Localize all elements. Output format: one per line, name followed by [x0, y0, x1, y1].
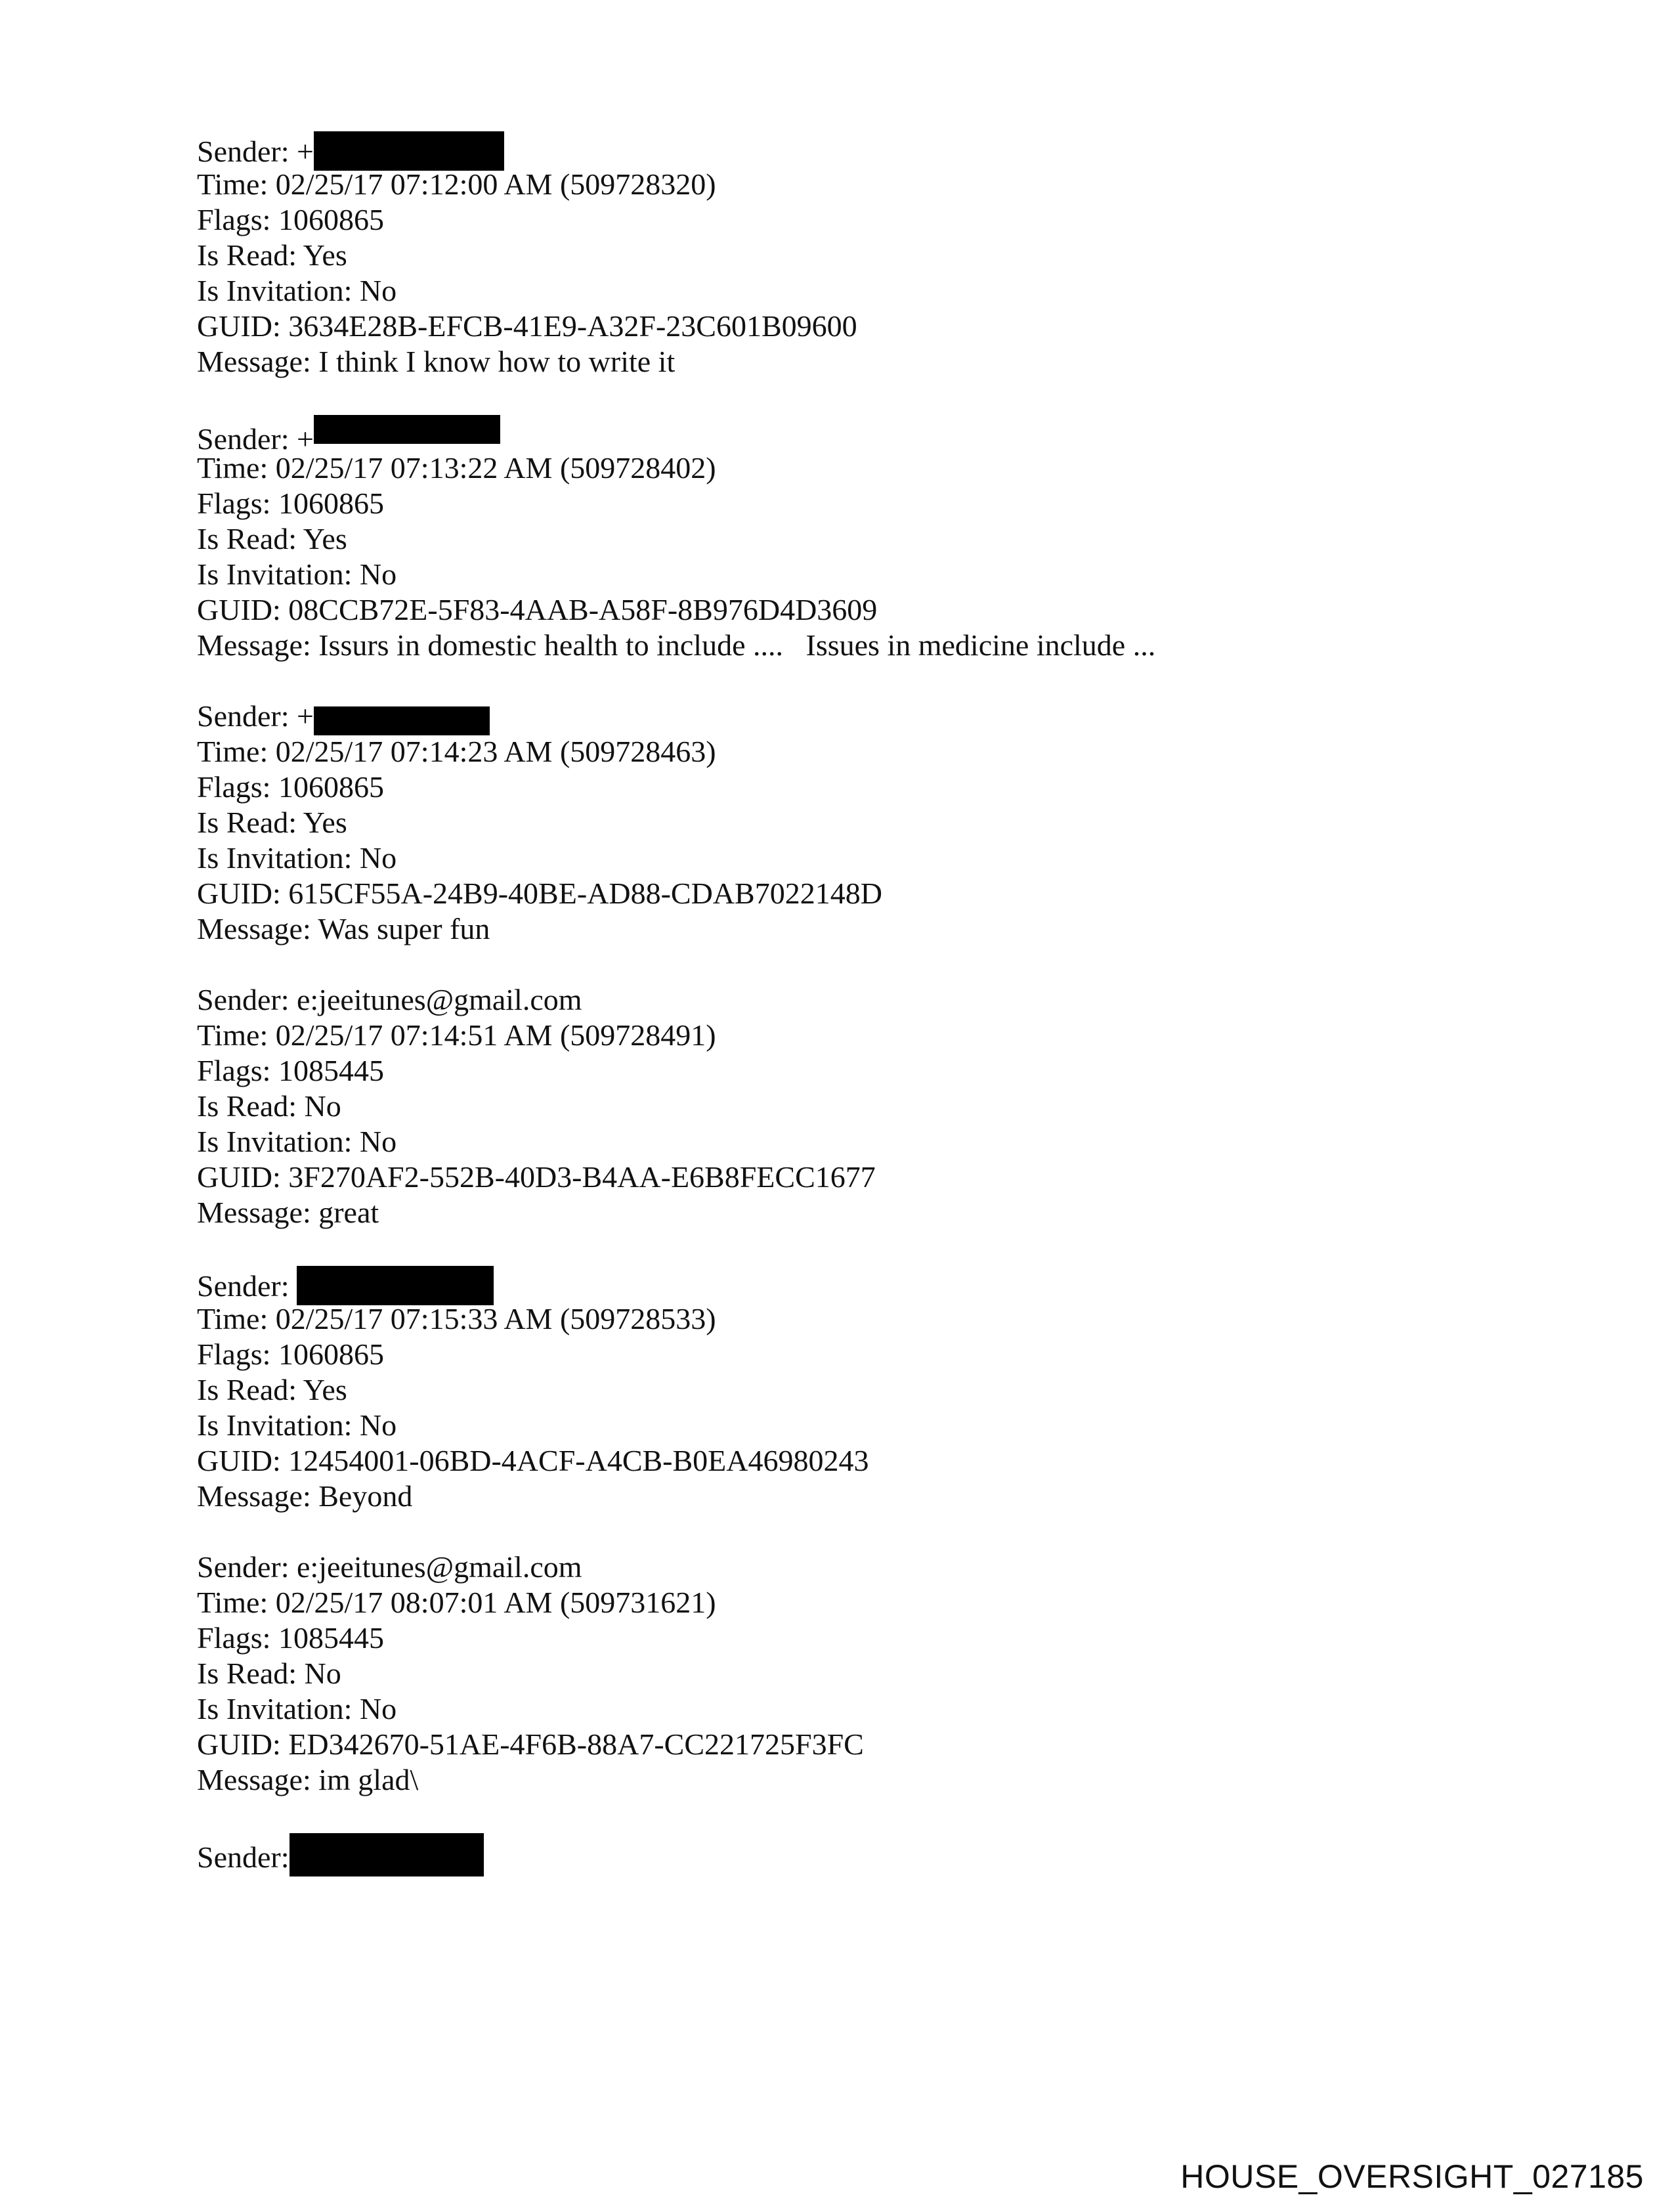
is-invitation-line: Is Invitation: No	[197, 1408, 397, 1442]
sender-label: Sender:	[197, 1269, 297, 1303]
sender-line	[197, 1833, 1510, 1874]
flags-line: Flags: 1085445	[197, 1621, 384, 1655]
guid-line: GUID: 12454001-06BD-4ACF-A4CB-B0EA46980243	[197, 1444, 869, 1477]
sender-line	[197, 699, 1510, 734]
flags-line: Flags: 1060865	[197, 203, 384, 236]
is-invitation-line: Is Invitation: No	[197, 274, 397, 307]
sender-label: Sender: +	[197, 135, 314, 168]
message-record	[197, 1266, 1510, 1514]
guid-line: GUID: ED342670-51AE-4F6B-88A7-CC221725F3FC	[197, 1727, 864, 1761]
is-invitation-line: Is Invitation: No	[197, 841, 397, 875]
guid-line: GUID: 08CCB72E-5F83-4AAB-A58F-8B976D4D3609	[197, 593, 878, 626]
is-invitation-line: Is Invitation: No	[197, 1692, 397, 1725]
sender-line	[197, 982, 1510, 1018]
message-record-partial	[197, 1833, 1510, 1874]
time-line: Time: 02/25/17 07:14:23 AM (509728463)	[197, 735, 716, 768]
sender-label: Sender:	[197, 1550, 297, 1584]
is-read-line: Is Read: Yes	[197, 522, 347, 555]
message-record	[197, 1550, 1510, 1798]
redaction-block	[314, 706, 490, 735]
message-record	[197, 699, 1510, 947]
message-line: Message: Beyond	[197, 1479, 413, 1513]
time-line: Time: 02/25/17 07:15:33 AM (509728533)	[197, 1302, 716, 1335]
redaction-block	[297, 1266, 494, 1305]
message-record	[197, 131, 1510, 380]
message-line: Message: im glad\	[197, 1763, 419, 1796]
sender-label: Sender: +	[197, 422, 314, 456]
time-line: Time: 02/25/17 08:07:01 AM (509731621)	[197, 1586, 716, 1619]
sender-line	[197, 131, 1510, 167]
message-record	[197, 415, 1510, 663]
is-read-line: Is Read: Yes	[197, 238, 347, 272]
message-line: Message: I think I know how to write it	[197, 345, 676, 378]
sender-line	[197, 1266, 1510, 1301]
sender-line	[197, 1550, 1510, 1585]
is-read-line: Is Read: Yes	[197, 1373, 347, 1406]
redaction-block	[314, 415, 500, 444]
flags-line: Flags: 1060865	[197, 770, 384, 804]
is-read-line: Is Read: No	[197, 1089, 341, 1123]
redaction-block	[314, 131, 504, 171]
message-line: Message: great	[197, 1196, 379, 1229]
message-line: Message: Was super fun	[197, 912, 490, 945]
is-invitation-line: Is Invitation: No	[197, 1125, 397, 1158]
sender-label: Sender: +	[197, 699, 314, 733]
time-line: Time: 02/25/17 07:14:51 AM (509728491)	[197, 1018, 716, 1052]
flags-line: Flags: 1060865	[197, 1337, 384, 1371]
sender-value: e:jeeitunes@gmail.com	[297, 983, 582, 1016]
message-record	[197, 982, 1510, 1230]
flags-line: Flags: 1085445	[197, 1054, 384, 1087]
redaction-block	[290, 1833, 484, 1876]
sender-label: Sender:	[197, 1840, 290, 1874]
guid-line: GUID: 615CF55A-24B9-40BE-AD88-CDAB7022148D	[197, 877, 882, 910]
time-line: Time: 02/25/17 07:13:22 AM (509728402)	[197, 451, 716, 485]
sender-line	[197, 415, 1510, 456]
sender-value: e:jeeitunes@gmail.com	[297, 1550, 582, 1584]
is-invitation-line: Is Invitation: No	[197, 557, 397, 591]
guid-line: GUID: 3F270AF2-552B-40D3-B4AA-E6B8FECC1677	[197, 1160, 876, 1194]
sender-label: Sender:	[197, 983, 297, 1016]
is-read-line: Is Read: Yes	[197, 806, 347, 839]
flags-line: Flags: 1060865	[197, 487, 384, 520]
is-read-line: Is Read: No	[197, 1657, 341, 1690]
bates-number: HOUSE_OVERSIGHT_027185	[1180, 2158, 1644, 2195]
message-records	[197, 131, 1510, 1904]
message-line: Message: Issurs in domestic health to include .... Issues in medicine include ...	[197, 628, 1156, 662]
time-line: Time: 02/25/17 07:12:00 AM (509728320)	[197, 167, 716, 201]
guid-line: GUID: 3634E28B-EFCB-41E9-A32F-23C601B09600	[197, 309, 857, 343]
